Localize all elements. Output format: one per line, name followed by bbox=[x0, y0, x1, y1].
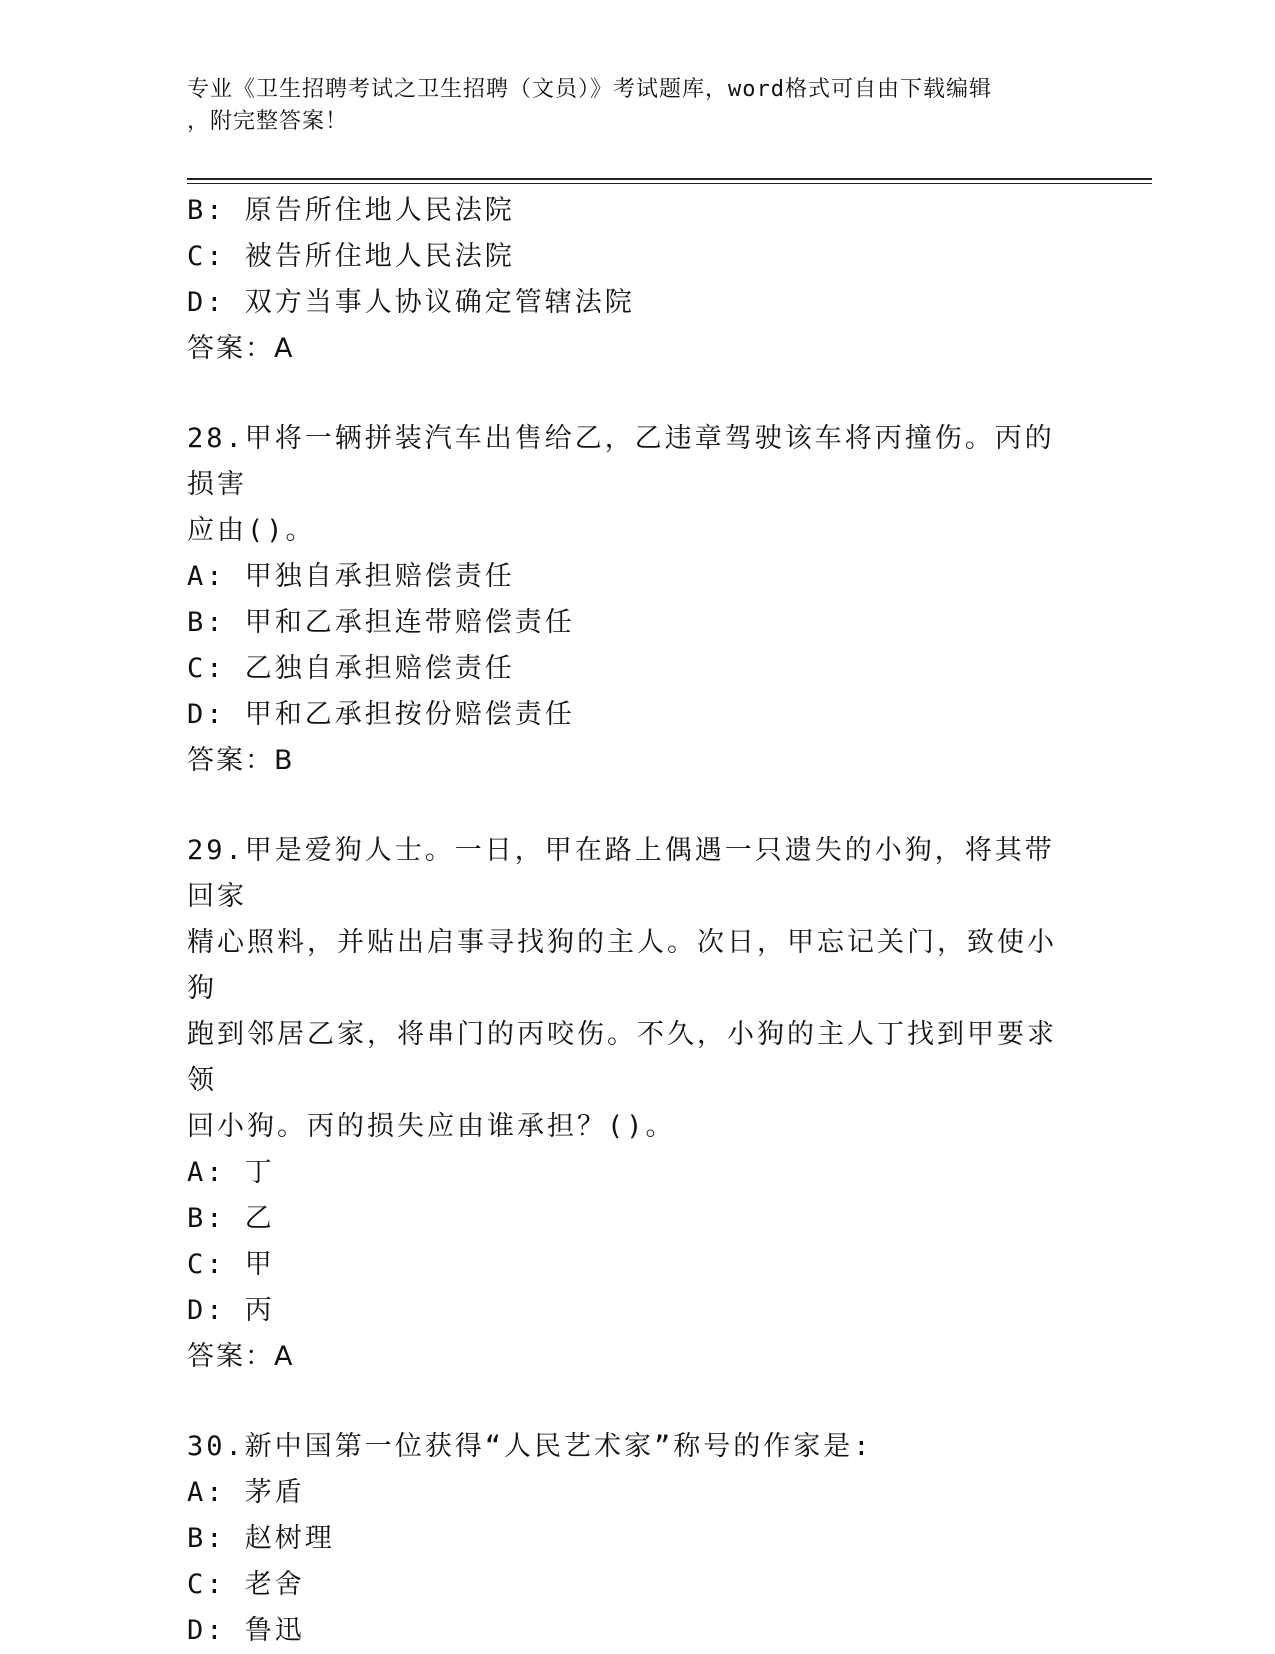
question-stem-line: 应由()。 bbox=[187, 515, 316, 546]
option-b: B: 原告所住地人民法院 bbox=[187, 195, 515, 226]
option-b: B: 乙 bbox=[187, 1203, 275, 1234]
document-header bbox=[187, 74, 1067, 138]
question-28 bbox=[187, 416, 1067, 784]
question-29 bbox=[187, 828, 1067, 1380]
option-c: C: 甲 bbox=[187, 1249, 275, 1280]
question-stem-line: 回小狗。丙的损失应由谁承担？()。 bbox=[187, 1111, 676, 1142]
answer-label: 答案：A bbox=[187, 1341, 295, 1372]
question-stem-line: 30.新中国第一位获得“人民艺术家”称号的作家是: bbox=[187, 1431, 873, 1462]
question-stem-line: 29.甲是爱狗人士。一日，甲在路上偶遇一只遗失的小狗，将其带回家 bbox=[187, 835, 1055, 912]
option-b: B: 甲和乙承担连带赔偿责任 bbox=[187, 607, 575, 638]
header-rule-thick bbox=[187, 178, 1152, 180]
document-body bbox=[187, 188, 1067, 1654]
option-a: A: 甲独自承担赔偿责任 bbox=[187, 561, 515, 592]
spacer bbox=[187, 1380, 1067, 1424]
option-a: A: 茅盾 bbox=[187, 1477, 305, 1508]
option-d: D: 丙 bbox=[187, 1295, 275, 1326]
question-30 bbox=[187, 1424, 1067, 1654]
question-stem-line: 跑到邻居乙家，将串门的丙咬伤。不久，小狗的主人丁找到甲要求领 bbox=[187, 1019, 1057, 1096]
question-27 bbox=[187, 188, 1067, 372]
option-d: D: 甲和乙承担按份赔偿责任 bbox=[187, 699, 575, 730]
option-a: A: 丁 bbox=[187, 1157, 275, 1188]
option-d: D: 鲁迅 bbox=[187, 1615, 305, 1646]
question-stem-line: 28.甲将一辆拼装汽车出售给乙，乙违章驾驶该车将丙撞伤。丙的损害 bbox=[187, 423, 1055, 500]
option-c: C: 乙独自承担赔偿责任 bbox=[187, 653, 515, 684]
header-line-1: 专业《卫生招聘考试之卫生招聘（文员）》考试题库，word格式可自由下载编辑 bbox=[187, 77, 992, 102]
option-d: D: 双方当事人协议确定管辖法院 bbox=[187, 287, 635, 318]
spacer bbox=[187, 784, 1067, 828]
answer-label: 答案：A bbox=[187, 333, 295, 364]
spacer bbox=[187, 372, 1067, 416]
option-c: C: 老舍 bbox=[187, 1569, 305, 1600]
header-line-2: ，附完整答案！ bbox=[187, 109, 349, 134]
option-b: B: 赵树理 bbox=[187, 1523, 335, 1554]
option-c: C: 被告所住地人民法院 bbox=[187, 241, 515, 272]
answer-label: 答案：B bbox=[187, 745, 295, 776]
header-rule-thin bbox=[187, 183, 1152, 184]
question-stem-line: 精心照料，并贴出启事寻找狗的主人。次日，甲忘记关门，致使小狗 bbox=[187, 927, 1057, 1004]
